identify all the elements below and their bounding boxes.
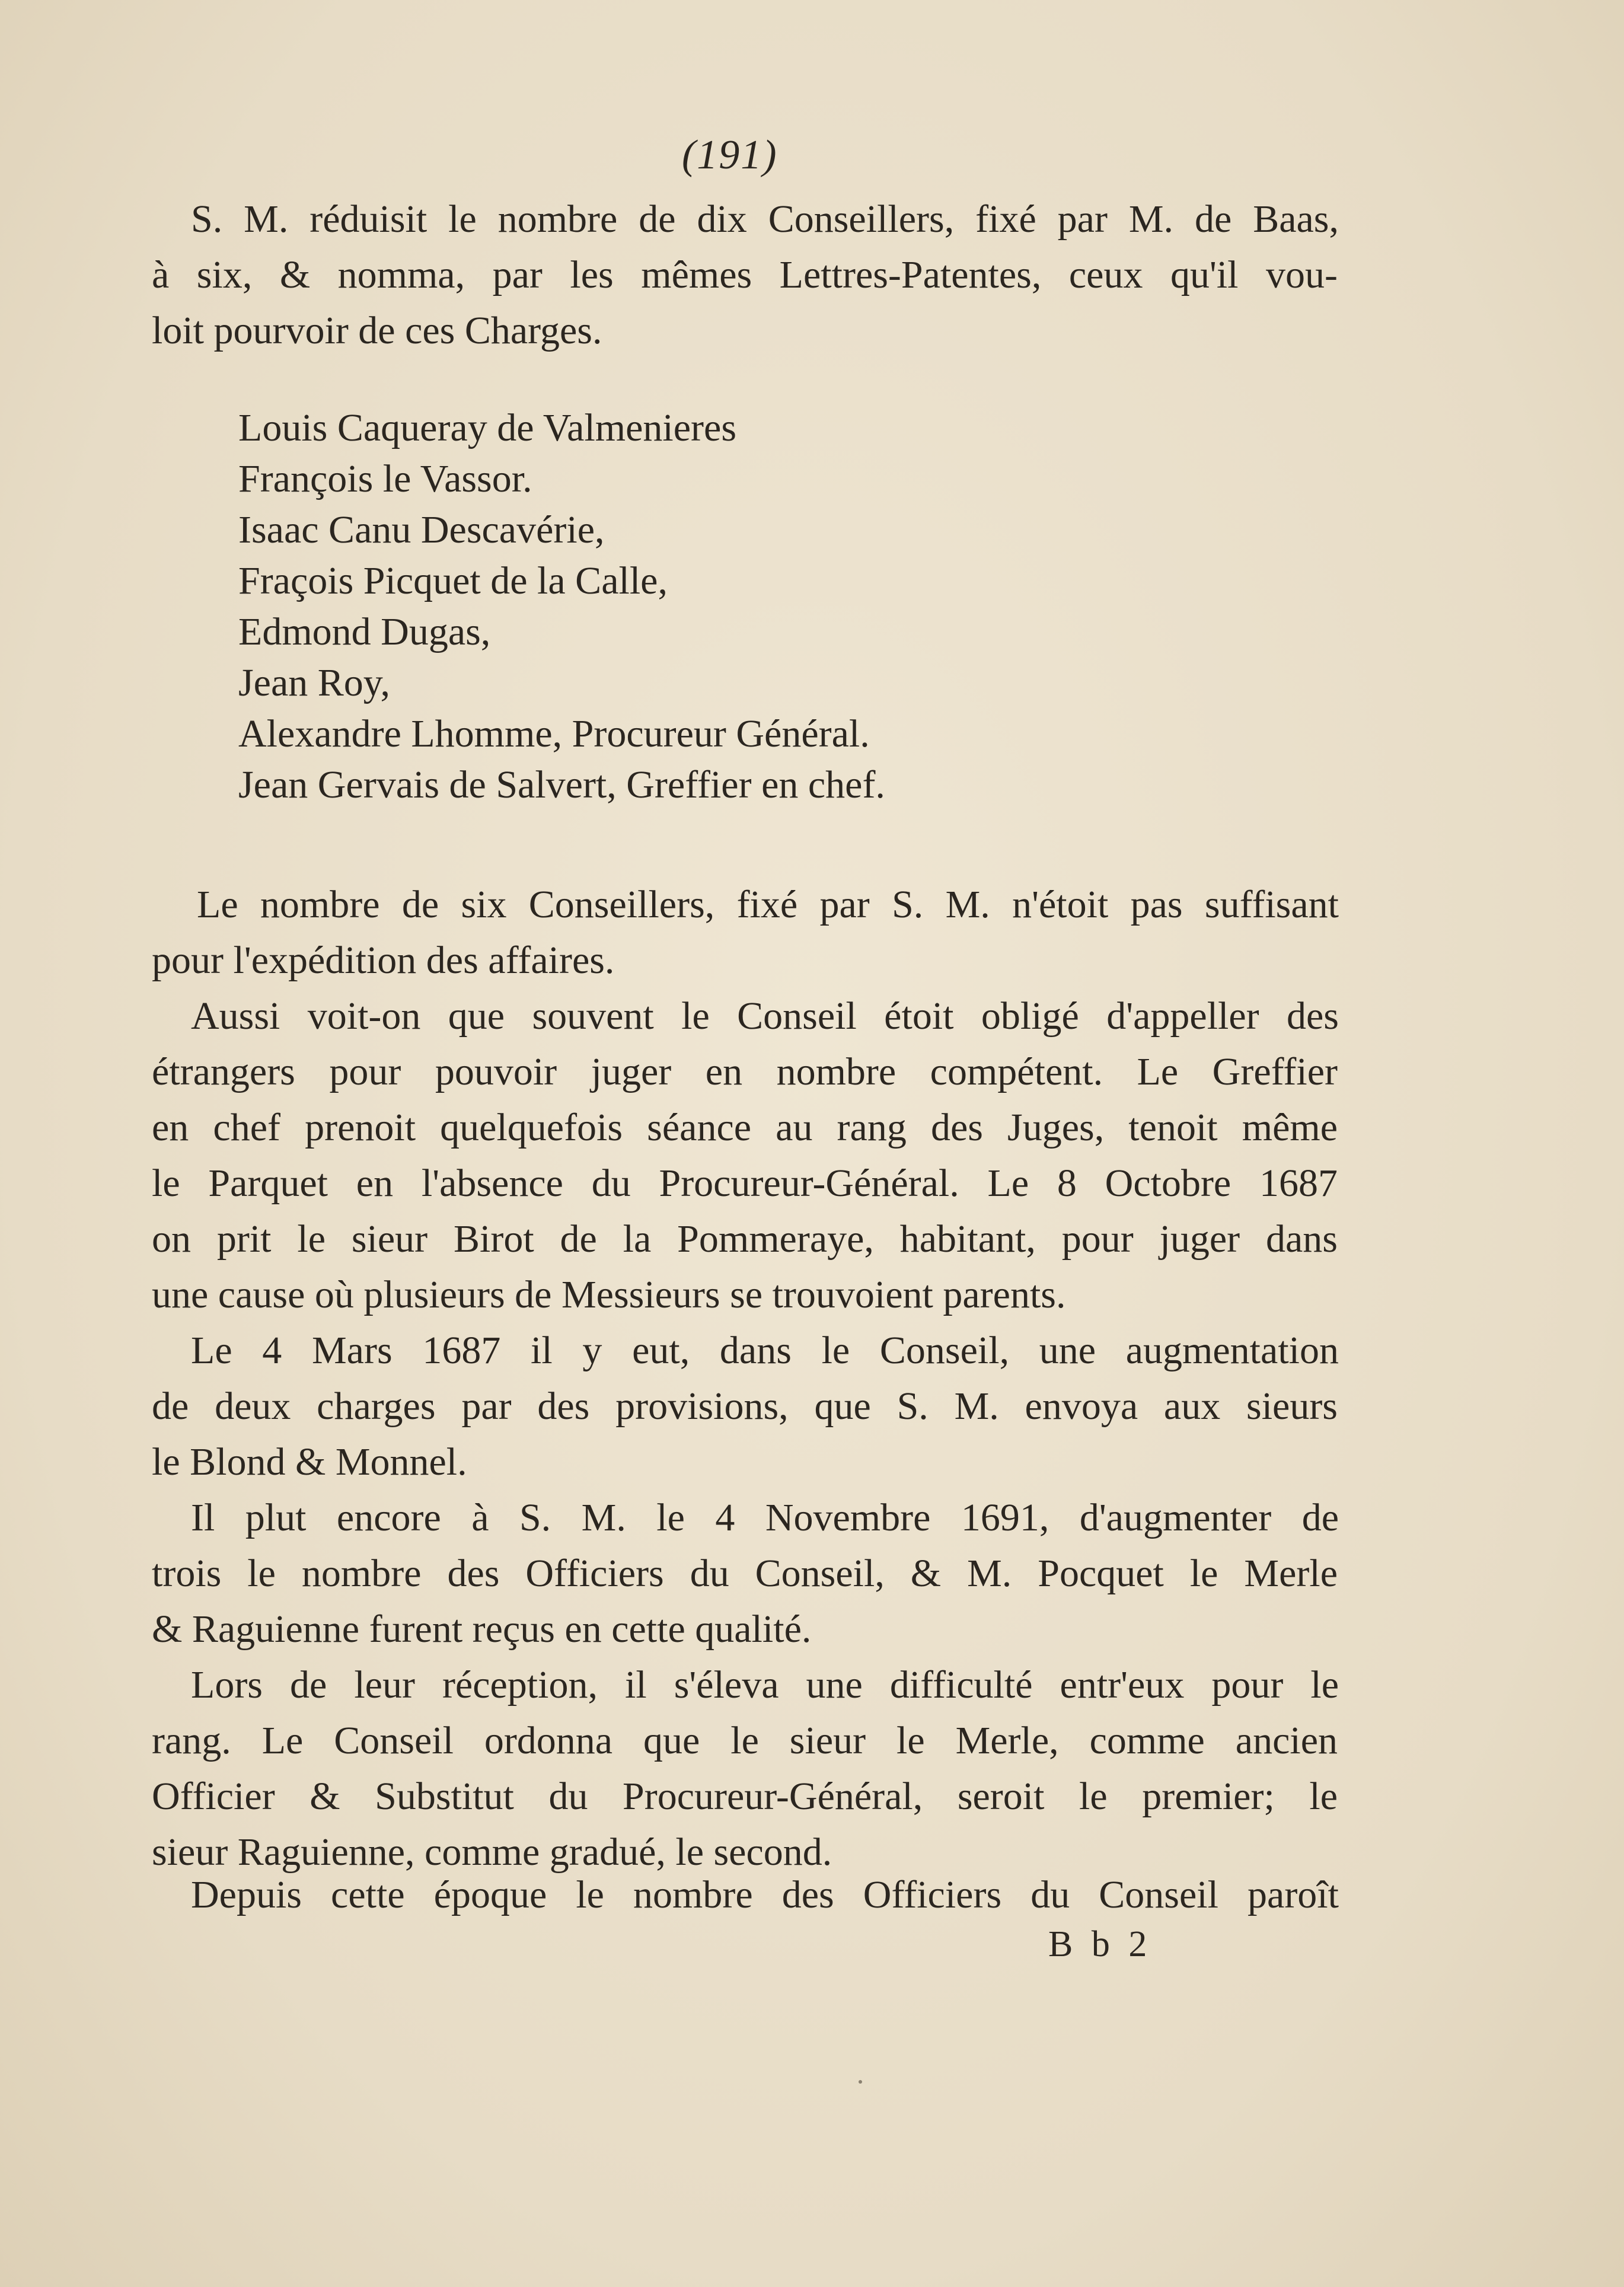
page-number: (191) [682, 132, 778, 178]
body-line-16: rang. Le Conseil ordonna que le sieur le Merle, comme ancien [152, 1719, 1338, 1762]
body-line-7: on prit le sieur Birot de la Pommeraye, habitant, pour juger dans [152, 1217, 1338, 1261]
body-line-14: & Raguienne furent reçus en cette qualité. [152, 1607, 812, 1651]
body-line-3: Aussi voit-on que souvent le Conseil étoit obligé d'appeller des [191, 994, 1339, 1038]
body-line-15: Lors de leur réception, il s'éleva une difficulté entr'eux pour le [191, 1663, 1339, 1707]
paper-speck [859, 2080, 862, 2084]
body-line-10: de deux charges par des provisions, que S. M. envoya aux sieurs [152, 1385, 1338, 1428]
name-item-7: Alexandre Lhomme, Procureur Général. [238, 712, 870, 755]
name-item-4: Fraçois Picquet de la Calle, [238, 559, 668, 602]
body-line-18: sieur Raguienne, comme gradué, le second. [152, 1830, 832, 1874]
body-line-5: en chef prenoit quelquefois séance au rang des Juges, tenoit même [152, 1106, 1338, 1149]
body-line-19: Depuis cette époque le nombre des Officiers du Conseil paroît [191, 1873, 1339, 1916]
body-line-2: pour l'expédition des affaires. [152, 939, 615, 982]
body-line-6: le Parquet en l'absence du Procureur-Général. Le 8 Octobre 1687 [152, 1162, 1338, 1205]
body-line-12: Il plut encore à S. M. le 4 Novembre 1691, d'augmenter de [191, 1496, 1339, 1539]
name-item-8: Jean Gervais de Salvert, Greffier en chef. [238, 763, 885, 806]
body-line-9: Le 4 Mars 1687 il y eut, dans le Conseil, une augmentation [191, 1329, 1339, 1372]
intro-line-2: à six, & nomma, par les mêmes Lettres-Patentes, ceux qu'il vou- [152, 253, 1338, 296]
name-item-1: Louis Caqueray de Valmenieres [238, 406, 737, 449]
body-line-11: le Blond & Monnel. [152, 1440, 467, 1484]
name-item-3: Isaac Canu Descavérie, [238, 508, 605, 551]
intro-line-1: S. M. réduisit le nombre de dix Conseillers, fixé par M. de Baas, [191, 197, 1339, 241]
intro-line-3: loit pourvoir de ces Charges. [152, 309, 602, 352]
signature-mark: B b 2 [1048, 1924, 1152, 1964]
name-item-6: Jean Roy, [238, 661, 391, 704]
body-line-17: Officier & Substitut du Procureur-Général, seroit le premier; le [152, 1775, 1338, 1818]
name-item-5: Edmond Dugas, [238, 610, 491, 653]
body-line-8: une cause où plusieurs de Messieurs se trouvoient parents. [152, 1273, 1066, 1316]
body-line-1: Le nombre de six Conseillers, fixé par S. M. n'étoit pas suffisant [197, 883, 1339, 926]
body-line-4: étrangers pour pouvoir juger en nombre compétent. Le Greffier [152, 1050, 1338, 1093]
name-item-2: François le Vassor. [238, 457, 532, 500]
body-line-13: trois le nombre des Officiers du Conseil, & M. Pocquet le Merle [152, 1552, 1338, 1595]
